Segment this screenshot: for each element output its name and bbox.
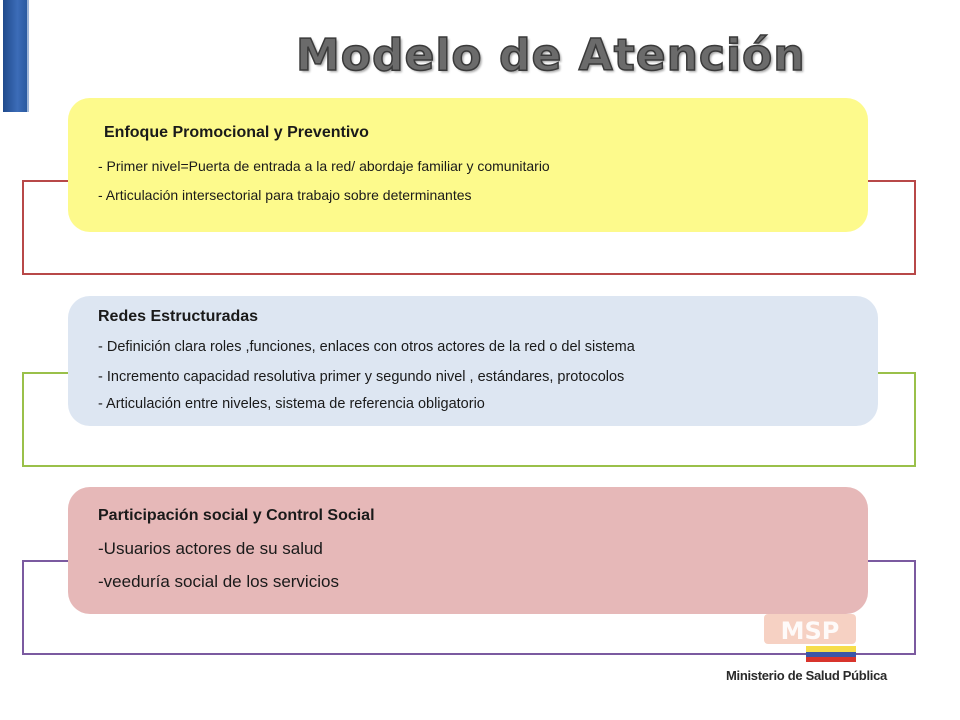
page-title: Modelo de Atención [296, 30, 806, 81]
section-1-line-1: - Primer nivel=Puerta de entrada a la red/ abordaje familiar y comunitario [98, 158, 550, 174]
logo-mark-text: MSP [780, 617, 840, 645]
section-2-heading: Redes Estructuradas [98, 308, 259, 325]
logo-text: Ministerio de Salud Pública [726, 668, 887, 683]
section-1-card [68, 98, 868, 232]
section-1-heading: Enfoque Promocional y Preventivo [104, 124, 369, 141]
section-2-line-3: - Articulación entre niveles, sistema de referencia obligatorio [98, 396, 485, 412]
msp-logo-icon [762, 612, 858, 664]
section-2-card [68, 296, 878, 426]
section-3-heading: Participación social y Control Social [98, 507, 375, 524]
section-3-card [68, 487, 868, 614]
section-2-line-1: - Definición clara roles ,funciones, enlaces con otros actores de la red o del sistema [98, 339, 635, 355]
section-2-line-2: - Incremento capacidad resolutiva primer y segundo nivel , estándares, protocolos [98, 369, 625, 385]
side-accent-bar [3, 0, 29, 112]
ministry-logo [726, 612, 896, 692]
section-1-line-2: - Articulación intersectorial para trabajo sobre determinantes [98, 187, 472, 203]
section-3-line-1: -Usuarios actores de su salud [98, 539, 323, 558]
section-3-line-2: -veeduría social de los servicios [98, 572, 339, 591]
